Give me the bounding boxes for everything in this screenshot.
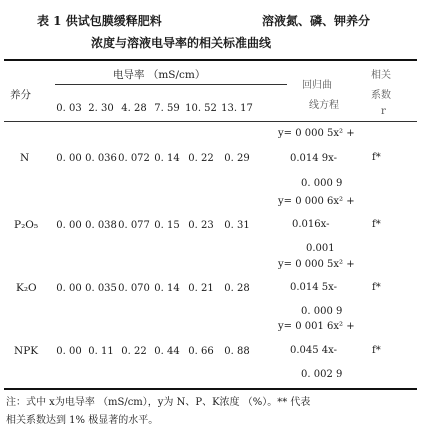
table-cell: 0. 14	[154, 283, 180, 294]
table-title-left: 表 1 供试包膜缓释肥料	[37, 14, 162, 28]
column-header: 13. 17	[221, 103, 253, 114]
table-title-right: 溶液氮、磷、钾养分	[262, 14, 371, 28]
column-header: 2. 30	[88, 103, 114, 114]
column-header: 0. 03	[56, 103, 82, 114]
equation-header-line1: 回归曲	[302, 80, 332, 91]
correlation-value: f*	[372, 282, 381, 293]
table-cell: 0. 22	[188, 153, 214, 164]
table-cell: 0. 22	[121, 346, 147, 357]
table-note-line2: 相关系数达到 1% 极显著的水平。	[6, 415, 159, 426]
row-label-k2o: K₂O	[16, 282, 37, 294]
table-cell: 0. 28	[224, 283, 250, 294]
table-cell: 0. 23	[188, 220, 214, 231]
corr-header-line3: r	[381, 106, 386, 117]
table-cell: 0. 44	[154, 346, 180, 357]
header-bottom-rule	[4, 121, 417, 122]
table-top-rule	[4, 59, 417, 61]
column-header: 10. 52	[185, 103, 217, 114]
equation-line: 0.045 4x-	[290, 345, 338, 356]
table-cell: 0. 66	[188, 346, 214, 357]
row-label-npk: NPK	[14, 345, 39, 357]
table-cell: 0. 00	[56, 220, 82, 231]
table-cell: 0. 88	[224, 346, 250, 357]
correlation-value: f*	[372, 345, 381, 356]
table-cell: 0. 035	[85, 283, 117, 294]
equation-line: 0. 002 9	[301, 369, 343, 380]
correlation-value: f*	[372, 152, 381, 163]
equation-line: 0.014 5x-	[290, 282, 338, 293]
row-label-p2o5: P₂O₅	[14, 219, 39, 231]
table-cell: 0. 11	[88, 346, 114, 357]
table-cell: 0. 070	[118, 283, 150, 294]
equation-line: y= 0 001 6x² +	[278, 321, 355, 332]
table-cell: 0. 15	[154, 220, 180, 231]
corr-header-line2: 系数	[371, 90, 391, 101]
table-cell: 0. 00	[56, 153, 82, 164]
table-cell: 0. 038	[85, 220, 117, 231]
table-bottom-rule	[4, 388, 417, 390]
table-cell: 0. 31	[224, 220, 250, 231]
correlation-value: f*	[372, 219, 381, 230]
table-note-line1: 注：式中 x为电导率 （mS/cm），y为 N、P、K浓度 （%）。** 代表	[6, 397, 311, 408]
equation-line: 0.016x-	[292, 219, 330, 230]
corr-header-line1: 相关	[371, 70, 391, 81]
equation-line: y= 0 000 5x² +	[278, 259, 355, 270]
equation-header-line2: 线方程	[309, 100, 339, 111]
equation-line: 0.001	[306, 243, 335, 254]
equation-line: 0. 000 9	[301, 178, 343, 189]
table-cell: 0. 077	[118, 220, 150, 231]
conductivity-group-header: 电导率 （mS/cm）	[113, 69, 206, 81]
table-cell: 0. 14	[154, 153, 180, 164]
table-cell: 0. 00	[56, 283, 82, 294]
column-header: 7. 59	[154, 103, 180, 114]
table-cell: 0. 21	[188, 283, 214, 294]
table-cell: 0. 29	[224, 153, 250, 164]
equation-line: y= 0 000 5x² +	[278, 128, 355, 139]
group-header-underline	[55, 84, 287, 85]
equation-line: y= 0 000 6x² +	[278, 196, 355, 207]
equation-line: 0.014 9x-	[290, 153, 338, 164]
table-cell: 0. 00	[56, 346, 82, 357]
column-header: 4. 28	[121, 103, 147, 114]
table-cell: 0. 072	[118, 153, 150, 164]
equation-line: 0. 000 9	[301, 306, 343, 317]
table-title-line2: 浓度与溶液电导率的相关标准曲线	[91, 36, 272, 50]
table-cell: 0. 036	[85, 153, 117, 164]
row-label-n: N	[20, 152, 30, 164]
nutrient-row-header: 养分	[10, 89, 31, 101]
